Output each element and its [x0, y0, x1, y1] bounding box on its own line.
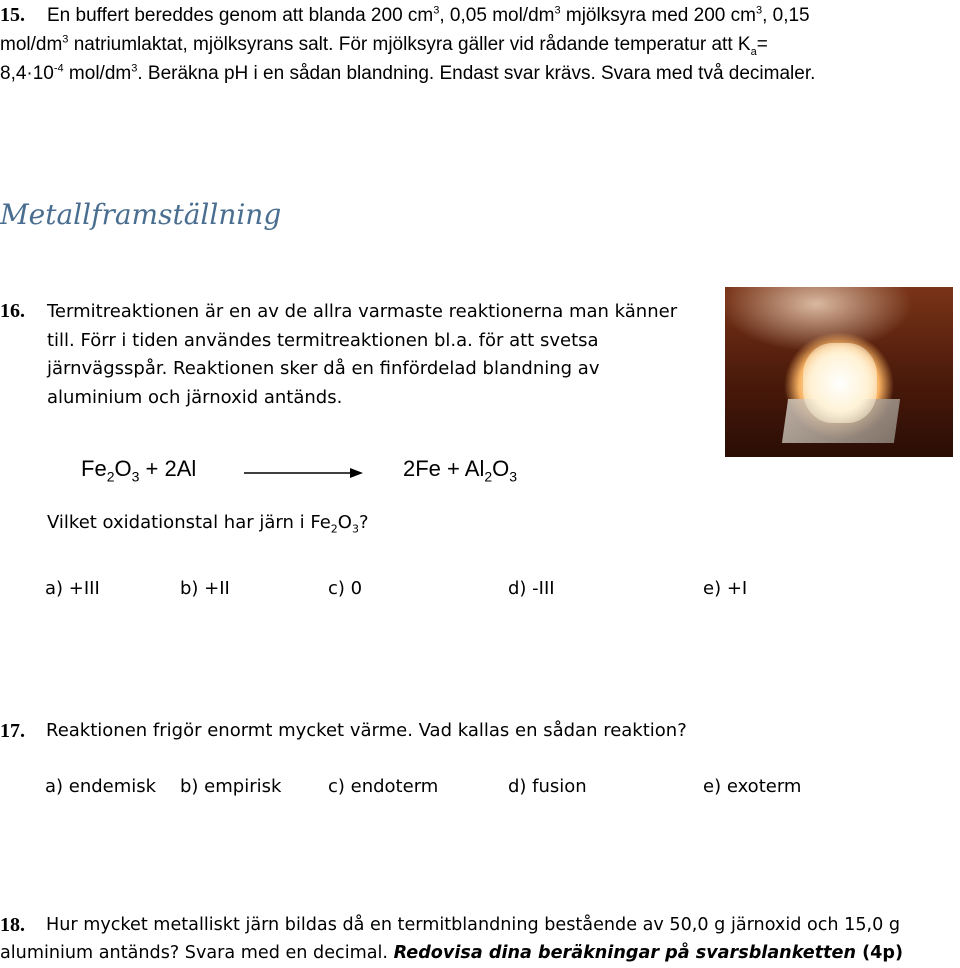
reaction-arrow-icon — [244, 466, 364, 480]
answer-option-e[interactable]: e) +I — [703, 578, 748, 599]
question-number: 17. — [0, 720, 25, 742]
equation-products: $2Fe + Al_2O_3$ — [403, 456, 518, 485]
question-text-line: till. Förr i tiden användes termitreaktionen bl.a. för att svetsa — [47, 330, 599, 351]
answer-option-c[interactable]: c) 0 — [328, 578, 363, 599]
question-text-line: mol/$dm^3$ natriumlaktat, mjölksyrans salt. För mjölksyra gäller vid rådande temperatur att $K_a=$ — [0, 33, 768, 58]
answer-option-b[interactable]: b) +II — [180, 578, 230, 599]
equation-reactants: $Fe_2O_3 + 2Al$ — [81, 456, 197, 485]
section-heading: Metallframställning — [0, 198, 282, 231]
question-text-line: järnvägsspår. Reaktionen sker då en finfördelad blandning av — [47, 358, 600, 379]
emphasis-instruction: Redovisa dina beräkningar på svarsblanketten — [393, 943, 856, 963]
question-number: 15. — [0, 4, 25, 26]
question-text-line: Hur mycket metalliskt järn bildas då en termitblandning bestående av 50,0 g järnoxid och 15,0 g — [46, 915, 901, 935]
answer-option-e[interactable]: e) exoterm — [703, 776, 802, 797]
points-label: (4p) — [856, 943, 904, 963]
answer-option-c[interactable]: c) endoterm — [328, 776, 439, 797]
question-text-line: En buffert bereddes genom att blanda 200 $cm^3$, 0,05 mol/$dm^3$ mjölksyra med 200 $cm^3$, 0,15 — [47, 4, 810, 26]
question-text-line: Termitreaktionen är en av de allra varmaste reaktionerna man känner — [47, 301, 678, 322]
answer-option-a[interactable]: a) +III — [45, 578, 100, 599]
reaction-glow — [803, 343, 877, 423]
question-text-line: aluminium och järnoxid antänds. — [47, 387, 343, 408]
question-text-line: $8,4\cdot 10^{-4}$ mol/$dm^3$. Beräkna pH i en sådan blandning. Endast svar krävs. Svara med två decimaler. — [0, 62, 816, 84]
answer-option-d[interactable]: d) fusion — [508, 776, 587, 797]
question-text-line: aluminium antänds? Svara med en decimal. Redovisa dina beräkningar på svarsblanketten (4p) — [0, 943, 904, 963]
question-prompt: Vilket oxidationstal har järn i $Fe_2O_3$? — [47, 512, 369, 536]
question-number: 18. — [0, 914, 25, 936]
question-text-line: Reaktionen frigör enormt mycket värme. Vad kallas en sådan reaktion? — [46, 720, 687, 741]
answer-option-a[interactable]: a) endemisk — [45, 776, 157, 797]
thermite-reaction-photo — [725, 287, 953, 457]
answer-option-b[interactable]: b) empirisk — [180, 776, 282, 797]
answer-option-d[interactable]: d) -III — [508, 578, 555, 599]
question-number: 16. — [0, 300, 25, 322]
